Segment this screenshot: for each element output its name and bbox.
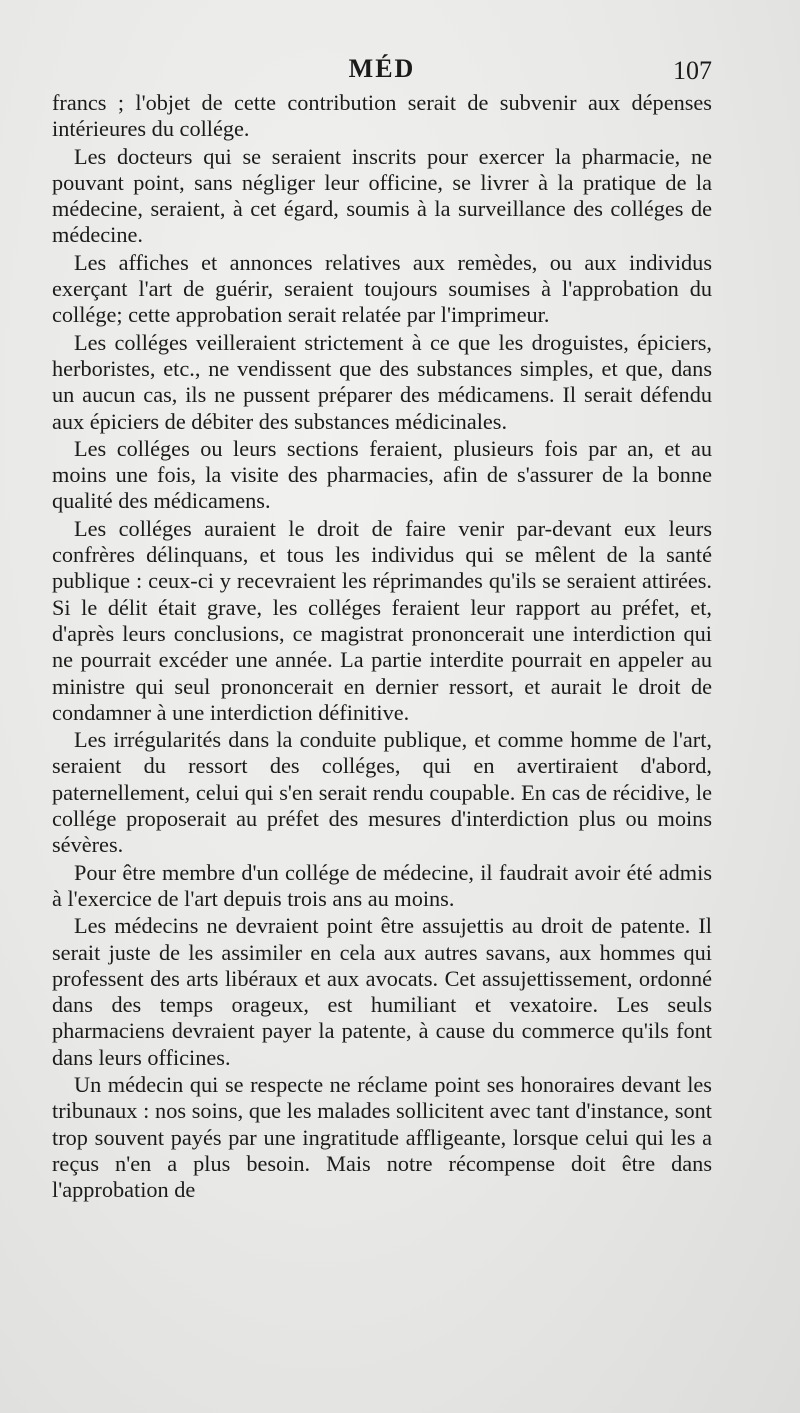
paragraph: Les colléges ou leurs sections feraient, plusieurs fois par an, et au moins une fois, la visite des pharmacies, afin de s'assurer de la bonne qualité des médicamens. xyxy=(52,435,712,514)
paragraph: Les irrégularités dans la conduite publique, et comme homme de l'art, seraient du ressort des colléges, qui en avertiraient d'abord, paternellement, celui qui s'en serait rendu coupable. En cas de récidive, le collége proposerait au préfet des mesures d'interdiction plus ou moins sévères. xyxy=(52,727,712,858)
body-text xyxy=(52,90,712,1204)
page-header xyxy=(52,54,712,90)
paragraph: Les docteurs qui se seraient inscrits pour exercer la pharmacie, ne pouvant point, sans négliger leur officine, se livrer à la pratique de la médecine, seraient, à cet égard, soumis à la surveillance des colléges de médecine. xyxy=(52,143,712,248)
running-head: MÉD xyxy=(348,54,416,83)
paragraph: Les colléges veilleraient strictement à ce que les droguistes, épiciers, herboristes, etc., ne vendissent que des substances simples, et que, dans un aucun cas, ils ne pussent préparer des médicamens. Il serait défendu aux épiciers de débiter des substances médicinales. xyxy=(52,329,712,434)
paragraph: Les médecins ne devraient point être assujettis au droit de patente. Il serait juste de les assimiler en cela aux autres savans, aux hommes qui professent des arts libéraux et aux avocats. Cet assujettissement, ordonné dans des temps orageux, est humiliant et vexatoire. Les seuls pharmaciens devraient payer la patente, à cause du commerce qu'ils font dans leurs officines. xyxy=(52,913,712,1070)
paragraph: Pour être membre d'un collége de médecine, il faudrait avoir été admis à l'exercice de l'art depuis trois ans au moins. xyxy=(52,859,712,911)
paragraph: Les affiches et annonces relatives aux remèdes, ou aux individus exerçant l'art de guérir, seraient toujours soumises à l'approbation du collége; cette approbation serait relatée par l'imprimeur. xyxy=(52,249,712,328)
paragraph: Un médecin qui se respecte ne réclame point ses honoraires devant les tribunaux : nos soins, que les malades sollicitent avec tant d'instance, sont trop souvent payés par une ingratitude affligeante, lorsque celui qui les a reçus n'en a plus besoin. Mais notre récompense doit être dans l'approbation de xyxy=(52,1071,712,1203)
paragraph: francs ; l'objet de cette contribution serait de subvenir aux dépenses intérieures du collége. xyxy=(52,90,712,142)
page-number: 107 xyxy=(673,56,712,85)
paragraph: Les colléges auraient le droit de faire venir par-devant eux leurs confrères délinquans, et tous les individus qui se mêlent de la santé publique : ceux-ci y recevraient les réprimandes qu'ils se seraient attirées. Si le délit était grave, les colléges feraient leur rapport au préfet, et, d'après leurs conclusions, ce magistrat prononcerait une interdiction qui ne pourrait excéder une année. La partie interdite pourrait en appeler au ministre qui seul prononcerait en dernier ressort, et aurait le droit de condamner à une interdiction définitive. xyxy=(52,515,712,725)
